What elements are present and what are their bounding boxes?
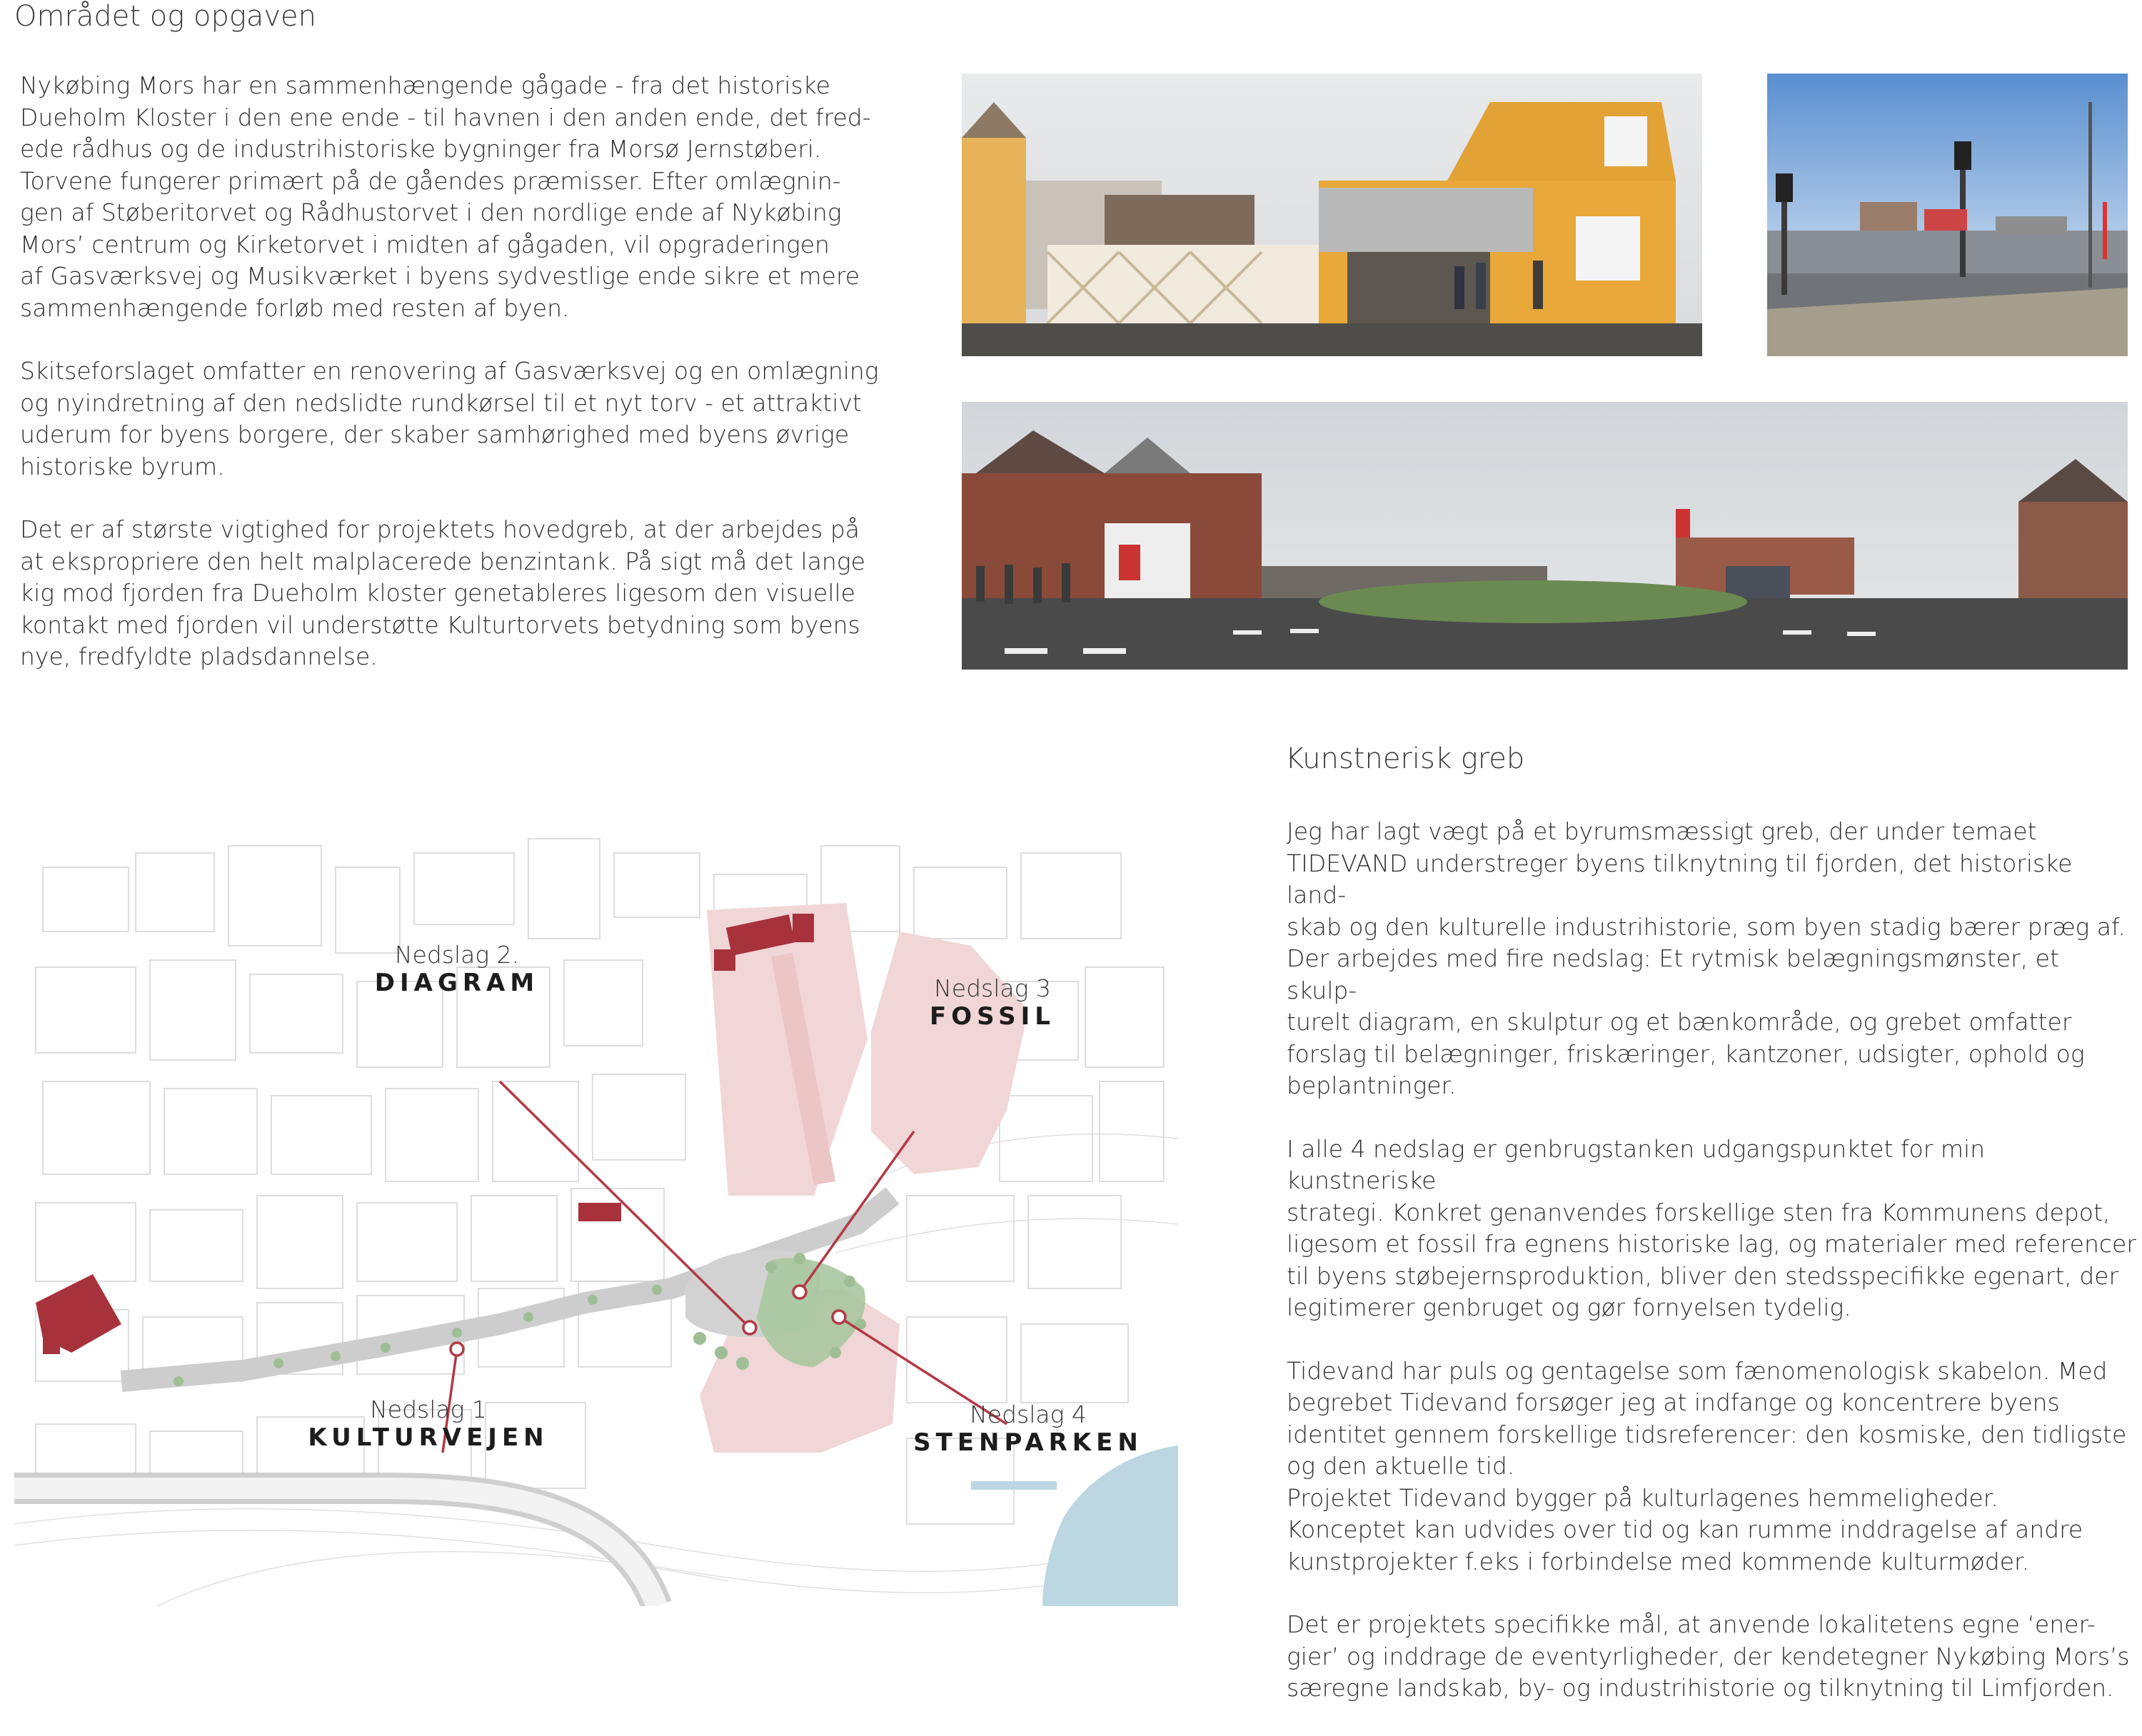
photo-yellow-house-street: [962, 74, 1702, 356]
map-label-nedslag-2: [328, 941, 585, 997]
paragraph: Tidevand har puls og gentagelse som fænomenologisk skabelon. Med begrebet Tidevand forsøger jeg at indfange og koncentrere byens identitet gennem forskellige tidsreferencer: den kosmiske, den tidligste og den aktuelle tid. Projektet Tidevand bygger på kulturlagenes hemmeligheder. Konceptet kan udvides over tid og kan rumme inddragelse af andre kunstprojekter f.eks i forbindelse med kommende kulturmøder.: [1287, 1356, 2127, 1575]
map-label-small: Nedslag 3: [934, 974, 1051, 1002]
paragraph: I alle 4 nedslag er genbrugstanken udgangspunktet for min kunstneriske strategi. Konkret genanvendes forskellige sten fra Kommunens depot, ligesom et fossil fra egnens historiske lag, og materialer med referencer til byens støbejernsproduktion, bliver den stedsspecifikke egenart, der legitimerer genbruget og gør fornyelsen tydelig.: [1287, 1134, 2136, 1321]
map-label-big: KULTURVEJEN: [308, 1423, 549, 1452]
paragraph: Skitseforslaget omfatter en renovering af Gasværksvej og en omlægning og nyindretning af den nedslidte rundkørsel til et nyt torv - et attraktivt uderum for byens borgere, der skaber samhørighed med byens øvrige historiske byrum.: [20, 357, 879, 480]
paragraph: Det er projektets specifikke mål, at anvende lokalitetens egne ‘ener- gier’ og inddrage de eventyrligheder, der kendetegner Nykøbing Mors’s særegne landskab, by- og industrihistorie og tilknytning til Limfjorden.: [1287, 1610, 2130, 1702]
photo-traffic-intersection: [1767, 74, 2128, 356]
map-label-big: DIAGRAM: [374, 969, 540, 997]
map-label-big: FOSSIL: [930, 1002, 1055, 1031]
map-label-nedslag-3: [871, 974, 1114, 1031]
map-label-nedslag-1: [286, 1396, 571, 1452]
map-label-nedslag-4: [885, 1401, 1171, 1457]
paragraph: Nykøbing Mors har en sammenhængende gågade - fra det historiske Dueholm Kloster i den ene ende - til havnen i den anden ende, det fred- ede rådhus og de industrihistoriske bygninger fra Morsø Jernstøberi. Torvene fungerer primært på de gåendes præmisser. Efter omlægnin- gen af Støberitorvet og Rådhustorvet i den nordlige ende af Nykøbing Mors’ centrum og Kirketorvet i midten af gågaden, vil opgraderingen af Gasværksvej og Musikværket i byens sydvestlige ende sikre et mere sammenhængende forløb med resten af byen.: [20, 71, 871, 322]
site-map: [14, 824, 1178, 1606]
section-heading-kunstnerisk: Kunstnerisk greb: [1285, 742, 1525, 775]
section-heading-omraadet: Området og opgaven: [14, 0, 317, 33]
section-text-omraadet: [20, 70, 948, 705]
map-label-big: STENPARKEN: [913, 1428, 1143, 1457]
map-label-small: Nedslag 4: [970, 1401, 1087, 1428]
paragraph: Det er af største vigtighed for projektets hovedgreb, at der arbejdes på at ekspropriere den helt malplacerede benzintank. På sigt må det lange kig mod fjorden fra Dueholm kloster genetableres ligesom den visuelle kontakt med fjorden vil understøtte Kulturtorvets betydning som byens nye, fredfyldte pladsdannelse.: [20, 515, 865, 670]
map-label-small: Nedslag 2.: [394, 941, 520, 969]
paragraph: Jeg har lagt vægt på et byrumsmæssigt greb, der under temaet TIDEVAND understreger byens tilknytning til fjorden, det historiske land- skab og den kulturelle industrihistorie, som byen stadig bærer præg af. Der arbejdes med fire nedslag: Et rytmisk belægningsmønster, et skulp- turelt diagram, en skulptur og et bænkområde, og grebet omfatter forslag til belægninger, friskæringer, kantzoner, udsigter, ophold og beplantninger.: [1287, 817, 2126, 1099]
map-label-small: Nedslag 1: [370, 1396, 487, 1423]
photo-roundabout-panorama: [962, 402, 2128, 670]
section-text-kunstnerisk: [1287, 816, 2136, 1736]
